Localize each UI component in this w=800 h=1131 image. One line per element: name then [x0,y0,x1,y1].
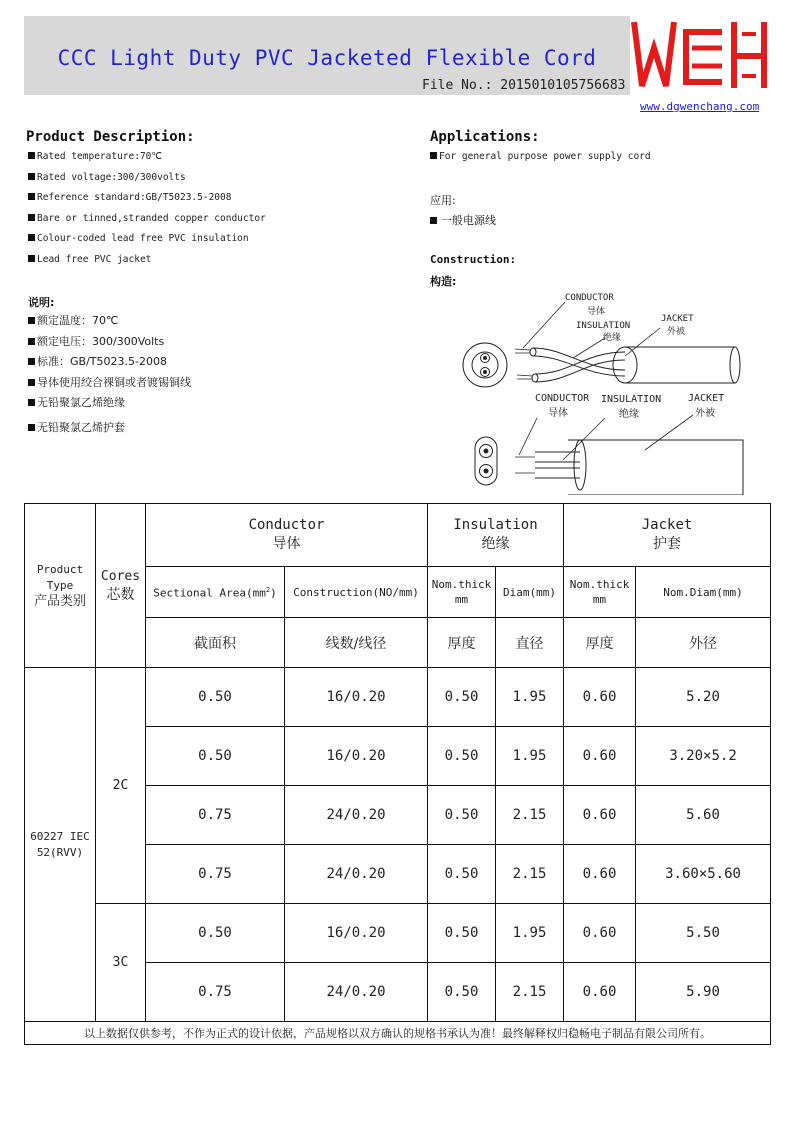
insulation-header: Insulation 绝缘 [428,504,564,567]
table-row [25,904,771,963]
cores-3c-cell: 3C [96,904,146,1022]
list-item: Rated temperature:70℃ [28,150,266,171]
list-item: Bare or tinned,stranded copper conductor [28,212,266,233]
ins-thick-cell: 0.50 [428,727,496,786]
list-item: 额定电压：300/300Volts [28,335,191,356]
jkt-thick-cell: 0.60 [564,668,636,727]
bullet-square-icon [28,173,35,180]
list-item: Colour-coded lead free PVC insulation [28,232,266,253]
ins-thick-cell: 0.50 [428,845,496,904]
round-jacket-label: JACKET [661,314,694,324]
round-jacket-cn-label: 外被 [667,327,686,337]
area-cell: 0.50 [146,668,285,727]
bullet-square-icon [28,399,35,406]
jacket-thick-header: Nom.thick mm [564,567,636,618]
bullet-square-icon [28,317,35,324]
jkt-diam-cell: 5.60 [636,786,771,845]
construction-cn-title: 构造: [430,275,457,288]
jkt-thick-cell: 0.60 [564,963,636,1022]
insulation-diam-header: Diam(mm) [496,567,564,618]
document-title: CCC Light Duty PVC Jacketed Flexible Cord [57,46,597,70]
ins-diam-cell: 2.15 [496,786,564,845]
table-footnote: 以上数据仅供参考，不作为正式的设计依据，产品规格以双方确认的规格书承认为准！最终解释权归稳畅电子制品有限公司所有。 [25,1022,771,1045]
jkt-diam-cell: 5.90 [636,963,771,1022]
jkt-thick-cell: 0.60 [564,845,636,904]
jkt-diam-cell: 3.60×5.60 [636,845,771,904]
ins-diam-cell: 1.95 [496,727,564,786]
list-item: Rated voltage:300/300volts [28,171,266,192]
cores-header: Cores 芯数 [96,504,146,668]
website-link[interactable]: www.dgwenchang.com [640,100,760,113]
jkt-thick-cell: 0.60 [564,727,636,786]
bullet-square-icon [28,193,35,200]
construction-cell: 16/0.20 [285,668,428,727]
construction-cell: 16/0.20 [285,904,428,963]
flat-cord-side-view [515,415,743,495]
construction-title: Construction: [430,253,517,266]
flat-jacket-cn-label: 外被 [695,408,715,419]
product-type-header: Product Type 产品类别 [25,504,96,668]
bullet-square-icon [28,358,35,365]
construction-cn-header: 线数/线径 [285,618,428,668]
area-cell: 0.75 [146,786,285,845]
bullet-square-icon [28,379,35,386]
company-logo [630,18,770,94]
construction-cell: 24/0.20 [285,786,428,845]
flat-insulation-label: INSULATION [601,394,662,405]
insulation-thick-header: Nom.thick mm [428,567,496,618]
jkt-diam-cell: 5.20 [636,668,771,727]
bullet-square-icon [430,152,437,159]
file-number: File No.: 2015010105756683 [422,78,626,93]
area-cell: 0.75 [146,963,285,1022]
ins-diam-cell: 2.15 [496,963,564,1022]
ins-thick-cell: 0.50 [428,786,496,845]
jkt-diam-cell: 3.20×5.2 [636,727,771,786]
jacket-header: Jacket 护套 [564,504,771,567]
flat-conductor-cn-label: 导体 [548,408,568,419]
list-item: 无铅聚氯乙烯绝缘 [28,396,191,417]
round-conductor-cn-label: 导体 [587,307,606,317]
description-cn-title: 说明: [28,296,55,309]
list-item: 导体使用绞合裸铜或者镀锡铜线 [28,376,191,397]
construction-cell: 24/0.20 [285,845,428,904]
list-item: 标准：GB/T5023.5-2008 [28,355,191,376]
flat-cord-cross-section [475,437,497,485]
list-item: 额定温度：70℃ [28,314,191,335]
sectional-area-header: Sectional $Area(mm^2)$ [146,567,285,618]
construction-cell: 24/0.20 [285,963,428,1022]
ins-thick-cell: 0.50 [428,668,496,727]
ins-diam-cell: 1.95 [496,904,564,963]
cores-2c-cell: 2C [96,668,146,904]
insulation-thick-cn-header: 厚度 [428,618,496,668]
list-item: 无铅聚氯乙烯护套 [28,421,191,442]
flat-insulation-cn-label: 绝缘 [619,409,639,420]
jkt-thick-cell: 0.60 [564,786,636,845]
ins-diam-cell: 1.95 [496,668,564,727]
table-row [25,668,771,727]
product-description-title: Product Description: [26,129,195,145]
description-cn-list [28,314,191,441]
ins-thick-cell: 0.50 [428,904,496,963]
ins-thick-cell: 0.50 [428,963,496,1022]
jacket-diam-cn-header: 外径 [636,618,771,668]
flat-jacket-label: JACKET [688,393,725,404]
bullet-square-icon [28,152,35,159]
bullet-square-icon [28,255,35,262]
bullet-square-icon [430,217,437,224]
applications-list [430,150,651,171]
round-insulation-cn-label: 绝缘 [603,333,622,343]
list-item: For general purpose power supply cord [430,150,651,171]
list-item: Reference standard:GB/T5023.5-2008 [28,191,266,212]
construction-header: Construction(NO/mm) [285,567,428,618]
bullet-square-icon [28,424,35,431]
jkt-thick-cell: 0.60 [564,904,636,963]
jacket-diam-header: Nom.Diam(mm) [636,567,771,618]
bullet-square-icon [28,234,35,241]
applications-cn-item: 一般电源线 [430,212,496,228]
round-insulation-label: INSULATION [576,321,631,331]
applications-cn-label: 应用: [430,194,456,207]
round-cord-side-view [515,302,740,383]
conductor-header: Conductor 导体 [146,504,428,567]
description-list [28,150,266,273]
bullet-square-icon [28,214,35,221]
area-cell: 0.75 [146,845,285,904]
construction-diagram [455,290,755,495]
flat-conductor-label: CONDUCTOR [535,393,590,404]
area-cn-header: 截面积 [146,618,285,668]
round-cord-cross-section [463,343,507,387]
model-cell: 60227 IEC 52(RVV) [25,668,96,1022]
spec-table [24,503,771,1045]
construction-cell: 16/0.20 [285,727,428,786]
ins-diam-cell: 2.15 [496,845,564,904]
insulation-diam-cn-header: 直径 [496,618,564,668]
jacket-thick-cn-header: 厚度 [564,618,636,668]
list-item: Lead free PVC jacket [28,253,266,274]
round-conductor-label: CONDUCTOR [565,293,614,303]
area-cell: 0.50 [146,904,285,963]
area-cell: 0.50 [146,727,285,786]
applications-title: Applications: [430,129,540,145]
bullet-square-icon [28,338,35,345]
jkt-diam-cell: 5.50 [636,904,771,963]
